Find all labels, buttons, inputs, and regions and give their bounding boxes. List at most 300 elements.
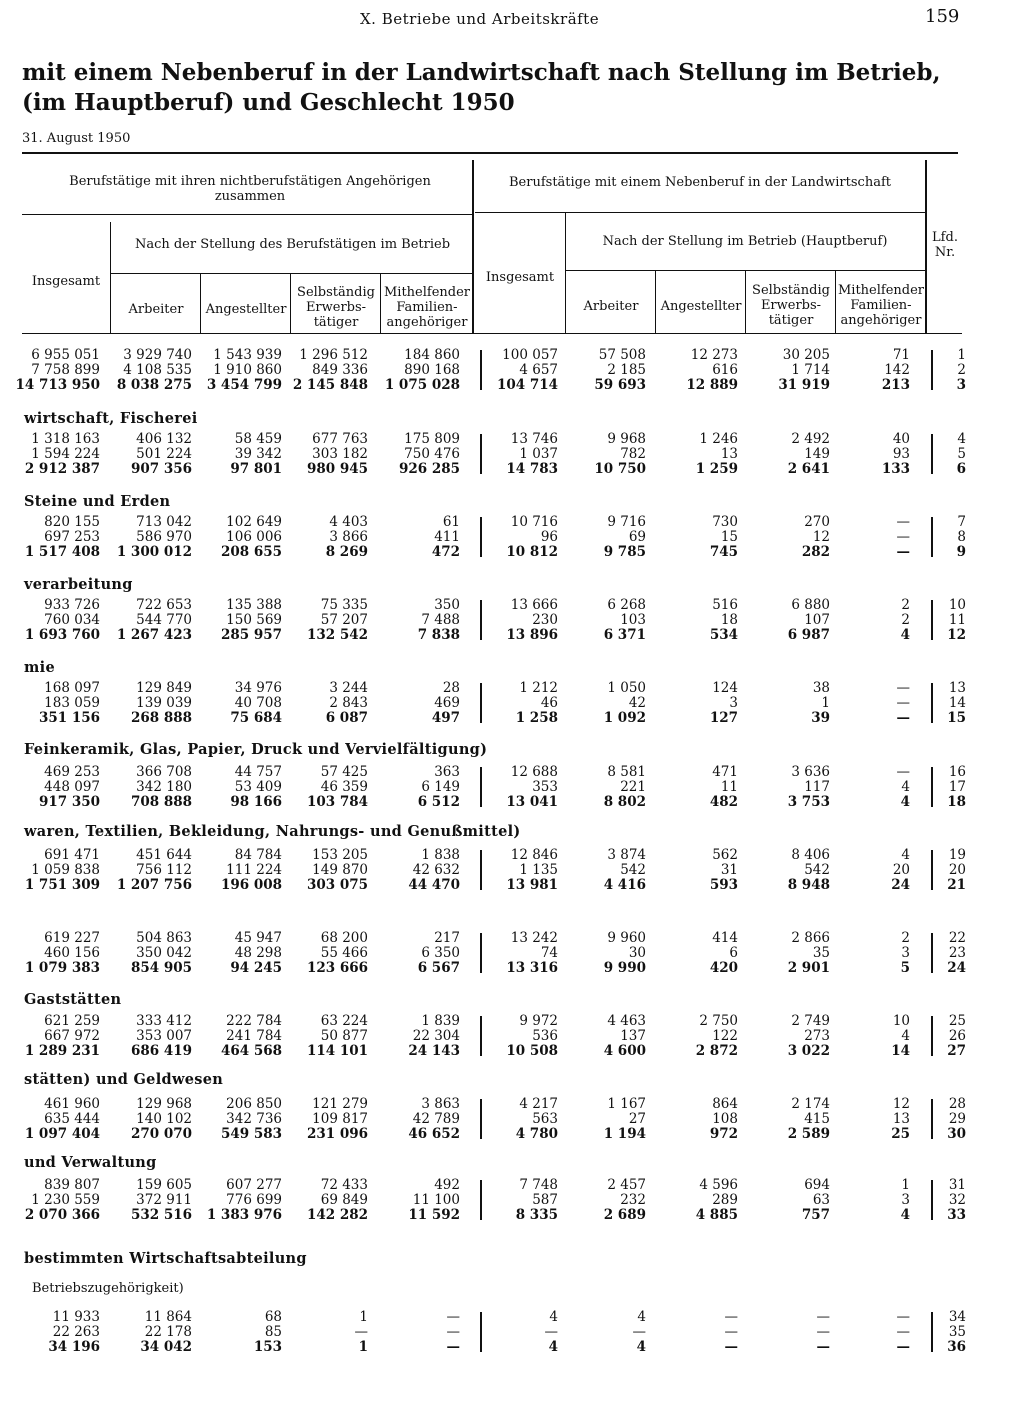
table-row bbox=[0, 628, 966, 643]
table-cell: 333 412 bbox=[136, 1013, 192, 1029]
table-cell: 8 bbox=[957, 529, 966, 545]
table-cell: 686 419 bbox=[130, 1043, 192, 1059]
table-cell: 33 bbox=[947, 1207, 966, 1223]
table-cell: 532 516 bbox=[130, 1207, 192, 1223]
table-cell: 6 087 bbox=[325, 710, 368, 726]
col-arbeiter-right: Arbeiter bbox=[583, 299, 639, 314]
table-cell: 11 592 bbox=[408, 1207, 460, 1223]
table-cell: 7 488 bbox=[421, 612, 460, 628]
section-label: stätten) und Geldwesen bbox=[24, 1071, 224, 1088]
row-group bbox=[0, 515, 966, 560]
table-cell: 106 006 bbox=[226, 529, 282, 545]
table-cell: 366 708 bbox=[136, 764, 192, 780]
table-row bbox=[0, 946, 966, 961]
table-cell: 4 217 bbox=[519, 1096, 558, 1112]
table-cell: 3 244 bbox=[329, 680, 368, 696]
table-cell: 1 050 bbox=[607, 680, 646, 696]
section-label: verarbeitung bbox=[24, 576, 133, 593]
row-group bbox=[0, 765, 966, 810]
row-group bbox=[0, 848, 966, 893]
table-cell: 129 968 bbox=[136, 1096, 192, 1112]
row-group bbox=[0, 432, 966, 477]
table-cell: 13 041 bbox=[506, 794, 558, 810]
table-cell: 22 263 bbox=[52, 1324, 100, 1340]
table-cell: 776 699 bbox=[226, 1192, 282, 1208]
table-cell: 206 850 bbox=[226, 1096, 282, 1112]
table-cell: 2 866 bbox=[791, 930, 830, 946]
table-cell: 270 bbox=[804, 514, 830, 530]
table-cell: 6 bbox=[956, 461, 966, 477]
table-cell: 69 bbox=[628, 529, 646, 545]
table-cell: 57 425 bbox=[320, 764, 368, 780]
table-cell: 107 bbox=[804, 612, 830, 628]
table-cell: 140 102 bbox=[136, 1111, 192, 1127]
table-cell: 839 807 bbox=[44, 1177, 100, 1193]
table-cell: 31 bbox=[720, 862, 738, 878]
table-cell: 9 785 bbox=[603, 544, 646, 560]
table-cell: 2 589 bbox=[787, 1126, 830, 1142]
table-cell: 820 155 bbox=[44, 514, 100, 530]
table-cell: 372 911 bbox=[136, 1192, 192, 1208]
table-cell: 282 bbox=[801, 544, 830, 560]
table-row bbox=[0, 780, 966, 795]
group-rule bbox=[480, 1180, 482, 1220]
table-cell: 135 388 bbox=[226, 597, 282, 613]
table-cell: 8 581 bbox=[607, 764, 646, 780]
table-cell: 713 042 bbox=[136, 514, 192, 530]
table-cell: 1 167 bbox=[607, 1096, 646, 1112]
table-cell: 1 212 bbox=[519, 680, 558, 696]
table-cell: 72 433 bbox=[320, 1177, 368, 1193]
table-cell: 1 318 163 bbox=[31, 431, 100, 447]
table-cell: 149 bbox=[804, 446, 830, 462]
table-cell: 4 885 bbox=[695, 1207, 738, 1223]
table-row bbox=[0, 462, 966, 477]
section-sublabel: Betriebszugehörigkeit) bbox=[32, 1281, 184, 1296]
table-cell: 13 bbox=[948, 680, 966, 696]
table-cell: 8 269 bbox=[325, 544, 368, 560]
table-cell: 4 657 bbox=[519, 362, 558, 378]
table-cell: 760 034 bbox=[44, 612, 100, 628]
table-cell: 46 652 bbox=[408, 1126, 460, 1142]
table-cell: 39 342 bbox=[234, 446, 282, 462]
group-rule bbox=[480, 933, 482, 973]
group-rule bbox=[931, 850, 933, 890]
table-cell: 14 783 bbox=[506, 461, 558, 477]
table-cell: 697 253 bbox=[44, 529, 100, 545]
table-cell: 12 273 bbox=[690, 347, 738, 363]
table-cell: 890 168 bbox=[404, 362, 460, 378]
section-label: mie bbox=[24, 659, 55, 676]
table-cell: 3 636 bbox=[791, 764, 830, 780]
table-cell: 231 096 bbox=[306, 1126, 368, 1142]
table-cell: 4 bbox=[900, 627, 910, 643]
table-cell: 39 bbox=[811, 710, 830, 726]
table-row bbox=[0, 1193, 966, 1208]
table-row bbox=[0, 765, 966, 780]
table-cell: 4 bbox=[548, 1339, 558, 1355]
vrule bbox=[290, 273, 291, 333]
section-label: und Verwaltung bbox=[24, 1154, 157, 1171]
table-cell: 31 bbox=[948, 1177, 966, 1193]
table-cell: 4 bbox=[901, 1028, 910, 1044]
col-selbstaendig-left: Selbständig Erwerbs- tätiger bbox=[297, 285, 375, 330]
table-cell: 221 bbox=[620, 779, 646, 795]
table-cell: 469 bbox=[434, 695, 460, 711]
table-cell: 25 bbox=[948, 1013, 966, 1029]
col-mithelfend-left: Mithelfender Familien- angehöriger bbox=[383, 285, 471, 330]
table-cell: 593 bbox=[709, 877, 738, 893]
table-cell: 27 bbox=[947, 1043, 966, 1059]
vrule bbox=[380, 273, 381, 333]
table-cell: 8 802 bbox=[603, 794, 646, 810]
table-cell: 1 543 939 bbox=[213, 347, 282, 363]
table-cell: 4 463 bbox=[607, 1013, 646, 1029]
table-cell: 15 bbox=[720, 529, 738, 545]
table-row bbox=[0, 1029, 966, 1044]
table-cell: 464 568 bbox=[220, 1043, 282, 1059]
table-cell: 22 bbox=[948, 930, 966, 946]
group-rule bbox=[931, 767, 933, 807]
table-row bbox=[0, 1208, 966, 1223]
table-cell: 44 757 bbox=[234, 764, 282, 780]
table-cell: 303 182 bbox=[312, 446, 368, 462]
table-cell: 4 780 bbox=[515, 1126, 558, 1142]
table-cell: 4 403 bbox=[329, 514, 368, 530]
table-cell: 108 bbox=[712, 1111, 738, 1127]
table-cell: 98 166 bbox=[230, 794, 282, 810]
table-cell: 1 594 224 bbox=[31, 446, 100, 462]
group-rule bbox=[931, 350, 933, 390]
table-cell: 94 245 bbox=[230, 960, 282, 976]
col-arbeiter-left: Arbeiter bbox=[128, 302, 184, 317]
table-cell: 1 296 512 bbox=[299, 347, 368, 363]
table-cell: 71 bbox=[892, 347, 910, 363]
group-rule bbox=[480, 350, 482, 390]
table-cell: 84 784 bbox=[234, 847, 282, 863]
vrule bbox=[200, 273, 201, 333]
table-row bbox=[0, 378, 966, 393]
table-cell: 756 112 bbox=[136, 862, 192, 878]
table-cell: 9 bbox=[956, 544, 966, 560]
right-sub-header: Nach der Stellung im Betrieb (Hauptberuf) bbox=[602, 234, 888, 249]
table-cell: 96 bbox=[540, 529, 558, 545]
table-cell: 57 207 bbox=[320, 612, 368, 628]
vrule bbox=[745, 270, 746, 333]
table-row bbox=[0, 878, 966, 893]
table-cell: 2 872 bbox=[695, 1043, 738, 1059]
table-cell: 1 259 bbox=[695, 461, 738, 477]
table-cell: — bbox=[354, 1324, 368, 1340]
table-cell: 6 987 bbox=[787, 627, 830, 643]
table-cell: 586 970 bbox=[136, 529, 192, 545]
table-cell: 2 bbox=[901, 597, 910, 613]
table-cell: 14 713 950 bbox=[15, 377, 100, 393]
table-cell: 1 230 559 bbox=[31, 1192, 100, 1208]
running-head: X. Betriebe und Arbeitskräfte bbox=[360, 10, 600, 28]
table-cell: 36 bbox=[947, 1339, 966, 1355]
table-cell: 9 968 bbox=[607, 431, 646, 447]
group-rule bbox=[480, 1312, 482, 1352]
table-cell: 230 bbox=[532, 612, 558, 628]
table-cell: 150 569 bbox=[226, 612, 282, 628]
table-cell: 2 185 bbox=[607, 362, 646, 378]
table-cell: 42 bbox=[628, 695, 646, 711]
table-cell: 232 bbox=[620, 1192, 646, 1208]
table-cell: 1 246 bbox=[699, 431, 738, 447]
table-cell: 111 224 bbox=[226, 862, 282, 878]
table-cell: 97 801 bbox=[230, 461, 282, 477]
table-cell: 3 454 799 bbox=[206, 377, 282, 393]
table-cell: 69 849 bbox=[320, 1192, 368, 1208]
table-row bbox=[0, 1014, 966, 1029]
table-cell: 8 406 bbox=[791, 847, 830, 863]
table-cell: 342 736 bbox=[226, 1111, 282, 1127]
table-cell: 132 542 bbox=[306, 627, 368, 643]
table-cell: 1 bbox=[358, 1339, 368, 1355]
table-row bbox=[0, 1112, 966, 1127]
group-rule bbox=[480, 600, 482, 640]
table-row bbox=[0, 863, 966, 878]
table-cell: 303 075 bbox=[306, 877, 368, 893]
table-cell: 1 207 756 bbox=[116, 877, 192, 893]
table-cell: 1 751 309 bbox=[24, 877, 100, 893]
table-cell: 109 817 bbox=[312, 1111, 368, 1127]
table-cell: 472 bbox=[431, 544, 460, 560]
group-rule bbox=[480, 1099, 482, 1139]
table-cell: 18 bbox=[720, 612, 738, 628]
table-cell: 1 267 423 bbox=[116, 627, 192, 643]
vrule bbox=[835, 270, 836, 333]
group-rule bbox=[480, 517, 482, 557]
table-cell: 40 708 bbox=[234, 695, 282, 711]
table-cell: — bbox=[896, 695, 910, 711]
table-cell: 621 259 bbox=[44, 1013, 100, 1029]
table-cell: 353 bbox=[532, 779, 558, 795]
table-cell: 117 bbox=[804, 779, 830, 795]
table-cell: 1 714 bbox=[791, 362, 830, 378]
table-row bbox=[0, 1310, 966, 1325]
table-cell: 1 059 838 bbox=[31, 862, 100, 878]
table-cell: 6 567 bbox=[417, 960, 460, 976]
table-cell: 972 bbox=[709, 1126, 738, 1142]
table-cell: 750 476 bbox=[404, 446, 460, 462]
table-cell: 4 bbox=[637, 1309, 646, 1325]
table-cell: 34 042 bbox=[140, 1339, 192, 1355]
table-cell: 28 bbox=[442, 680, 460, 696]
table-cell: 46 359 bbox=[320, 779, 368, 795]
table-cell: 55 466 bbox=[320, 945, 368, 961]
table-cell: 12 889 bbox=[686, 377, 738, 393]
table-cell: 351 156 bbox=[38, 710, 100, 726]
row-group bbox=[0, 1178, 966, 1223]
table-cell: 635 444 bbox=[44, 1111, 100, 1127]
table-cell: 50 877 bbox=[320, 1028, 368, 1044]
table-cell: 142 282 bbox=[306, 1207, 368, 1223]
table-cell: 40 bbox=[892, 431, 910, 447]
table-cell: 184 860 bbox=[404, 347, 460, 363]
table-cell: 13 316 bbox=[506, 960, 558, 976]
table-cell: 708 888 bbox=[130, 794, 192, 810]
table-cell: 38 bbox=[812, 680, 830, 696]
table-cell: 8 948 bbox=[787, 877, 830, 893]
table-row bbox=[0, 1044, 966, 1059]
table-cell: 10 750 bbox=[594, 461, 646, 477]
table-cell: — bbox=[896, 710, 910, 726]
table-cell: 414 bbox=[712, 930, 738, 946]
table-row bbox=[0, 1340, 966, 1355]
table-cell: 8 038 275 bbox=[116, 377, 192, 393]
table-cell: 129 849 bbox=[136, 680, 192, 696]
table-cell: 103 bbox=[620, 612, 646, 628]
table-cell: — bbox=[446, 1309, 460, 1325]
table-cell: 208 655 bbox=[220, 544, 282, 560]
table-cell: 20 bbox=[948, 862, 966, 878]
header-rule-right bbox=[475, 212, 925, 213]
table-cell: 13 746 bbox=[510, 431, 558, 447]
table-cell: 2 145 848 bbox=[292, 377, 368, 393]
col-lfd-nr: Lfd. Nr. bbox=[932, 230, 958, 260]
table-row bbox=[0, 848, 966, 863]
table-cell: 501 224 bbox=[136, 446, 192, 462]
table-cell: 10 812 bbox=[506, 544, 558, 560]
table-cell: 10 508 bbox=[506, 1043, 558, 1059]
header-rule-left-sub bbox=[110, 273, 472, 274]
table-cell: 9 716 bbox=[607, 514, 646, 530]
table-cell: 1 bbox=[359, 1309, 368, 1325]
table-row bbox=[0, 795, 966, 810]
table-cell: 175 809 bbox=[404, 431, 460, 447]
table-row bbox=[0, 447, 966, 462]
table-cell: 63 bbox=[812, 1192, 830, 1208]
table-cell: 22 304 bbox=[412, 1028, 460, 1044]
table-cell: 677 763 bbox=[312, 431, 368, 447]
table-cell: 4 bbox=[901, 847, 910, 863]
section-label: Gaststätten bbox=[24, 991, 122, 1008]
table-cell: 285 957 bbox=[220, 627, 282, 643]
table-cell: 124 bbox=[712, 680, 738, 696]
table-row bbox=[0, 545, 966, 560]
table-cell: 980 945 bbox=[306, 461, 368, 477]
table-cell: 933 726 bbox=[44, 597, 100, 613]
table-cell: 1 838 bbox=[421, 847, 460, 863]
table-row bbox=[0, 1097, 966, 1112]
table-cell: 6 512 bbox=[417, 794, 460, 810]
title-line-1: mit einem Nebenberuf in der Landwirtschaft nach Stellung im Betrieb, bbox=[22, 59, 941, 86]
page-number: 159 bbox=[925, 6, 960, 27]
table-cell: 149 870 bbox=[312, 862, 368, 878]
table-cell: 42 632 bbox=[412, 862, 460, 878]
table-cell: 45 947 bbox=[234, 930, 282, 946]
table-cell: 448 097 bbox=[44, 779, 100, 795]
col-insgesamt-right: Insgesamt bbox=[485, 270, 555, 285]
vrule bbox=[655, 270, 656, 333]
table-cell: 15 bbox=[947, 710, 966, 726]
table-cell: 142 bbox=[884, 362, 910, 378]
table-cell: 6 350 bbox=[421, 945, 460, 961]
table-cell: 137 bbox=[620, 1028, 646, 1044]
table-cell: 3 929 740 bbox=[123, 347, 192, 363]
table-cell: 10 bbox=[892, 1013, 910, 1029]
table-cell: — bbox=[632, 1324, 646, 1340]
table-cell: — bbox=[816, 1324, 830, 1340]
table-cell: 492 bbox=[434, 1177, 460, 1193]
table-cell: 123 666 bbox=[306, 960, 368, 976]
table-cell: 6 955 051 bbox=[31, 347, 100, 363]
table-cell: 6 371 bbox=[603, 627, 646, 643]
table-cell: — bbox=[896, 764, 910, 780]
table-cell: 3 866 bbox=[329, 529, 368, 545]
table-row bbox=[0, 530, 966, 545]
table-cell: 460 156 bbox=[44, 945, 100, 961]
table-cell: 6 880 bbox=[791, 597, 830, 613]
table-cell: 102 649 bbox=[226, 514, 282, 530]
table-cell: 21 bbox=[947, 877, 966, 893]
col-angestellter-left: Angestellter bbox=[205, 302, 287, 317]
table-cell: 20 bbox=[892, 862, 910, 878]
table-cell: 926 285 bbox=[398, 461, 460, 477]
table-cell: 411 bbox=[434, 529, 460, 545]
table-cell: 122 bbox=[712, 1028, 738, 1044]
section-label: wirtschaft, Fischerei bbox=[24, 410, 198, 427]
table-cell: 12 bbox=[947, 627, 966, 643]
page-title bbox=[22, 58, 940, 118]
table-cell: — bbox=[896, 1309, 910, 1325]
table-cell: 1 097 404 bbox=[24, 1126, 100, 1142]
table-cell: 159 605 bbox=[136, 1177, 192, 1193]
table-cell: 562 bbox=[712, 847, 738, 863]
table-cell: 9 972 bbox=[519, 1013, 558, 1029]
table-cell: 420 bbox=[709, 960, 738, 976]
table-cell: 35 bbox=[812, 945, 830, 961]
table-cell: 1 bbox=[957, 347, 966, 363]
table-cell: 4 416 bbox=[603, 877, 646, 893]
table-cell: 18 bbox=[947, 794, 966, 810]
table-cell: 2 bbox=[957, 362, 966, 378]
group-rule bbox=[480, 434, 482, 474]
table-cell: 29 bbox=[948, 1111, 966, 1127]
table-cell: 5 bbox=[900, 960, 910, 976]
table-cell: 2 bbox=[901, 612, 910, 628]
table-cell: 516 bbox=[712, 597, 738, 613]
table-cell: 183 059 bbox=[44, 695, 100, 711]
group-rule bbox=[480, 850, 482, 890]
table-cell: 9 990 bbox=[603, 960, 646, 976]
table-cell: 17 bbox=[948, 779, 966, 795]
table-cell: 12 bbox=[892, 1096, 910, 1112]
table-cell: 127 bbox=[709, 710, 738, 726]
table-cell: 549 583 bbox=[220, 1126, 282, 1142]
table-cell: 544 770 bbox=[136, 612, 192, 628]
table-cell: 730 bbox=[712, 514, 738, 530]
vrule bbox=[110, 222, 111, 333]
table-cell: 3 bbox=[956, 377, 966, 393]
table-cell: 59 693 bbox=[594, 377, 646, 393]
table-cell: 1 839 bbox=[421, 1013, 460, 1029]
title-line-2: (im Hauptberuf) und Geschlecht 1950 bbox=[22, 89, 515, 116]
right-group-header: Berufstätige mit einem Nebenberuf in der Landwirtschaft bbox=[509, 175, 891, 190]
row-group bbox=[0, 598, 966, 643]
table-cell: 4 bbox=[900, 794, 910, 810]
table-cell: 12 bbox=[812, 529, 830, 545]
table-cell: 2 070 366 bbox=[24, 1207, 100, 1223]
table-cell: — bbox=[816, 1339, 830, 1355]
table-cell: 42 789 bbox=[412, 1111, 460, 1127]
table-row bbox=[0, 681, 966, 696]
table-cell: 25 bbox=[891, 1126, 910, 1142]
row-group bbox=[0, 1310, 966, 1355]
header-top-rule bbox=[22, 152, 958, 154]
